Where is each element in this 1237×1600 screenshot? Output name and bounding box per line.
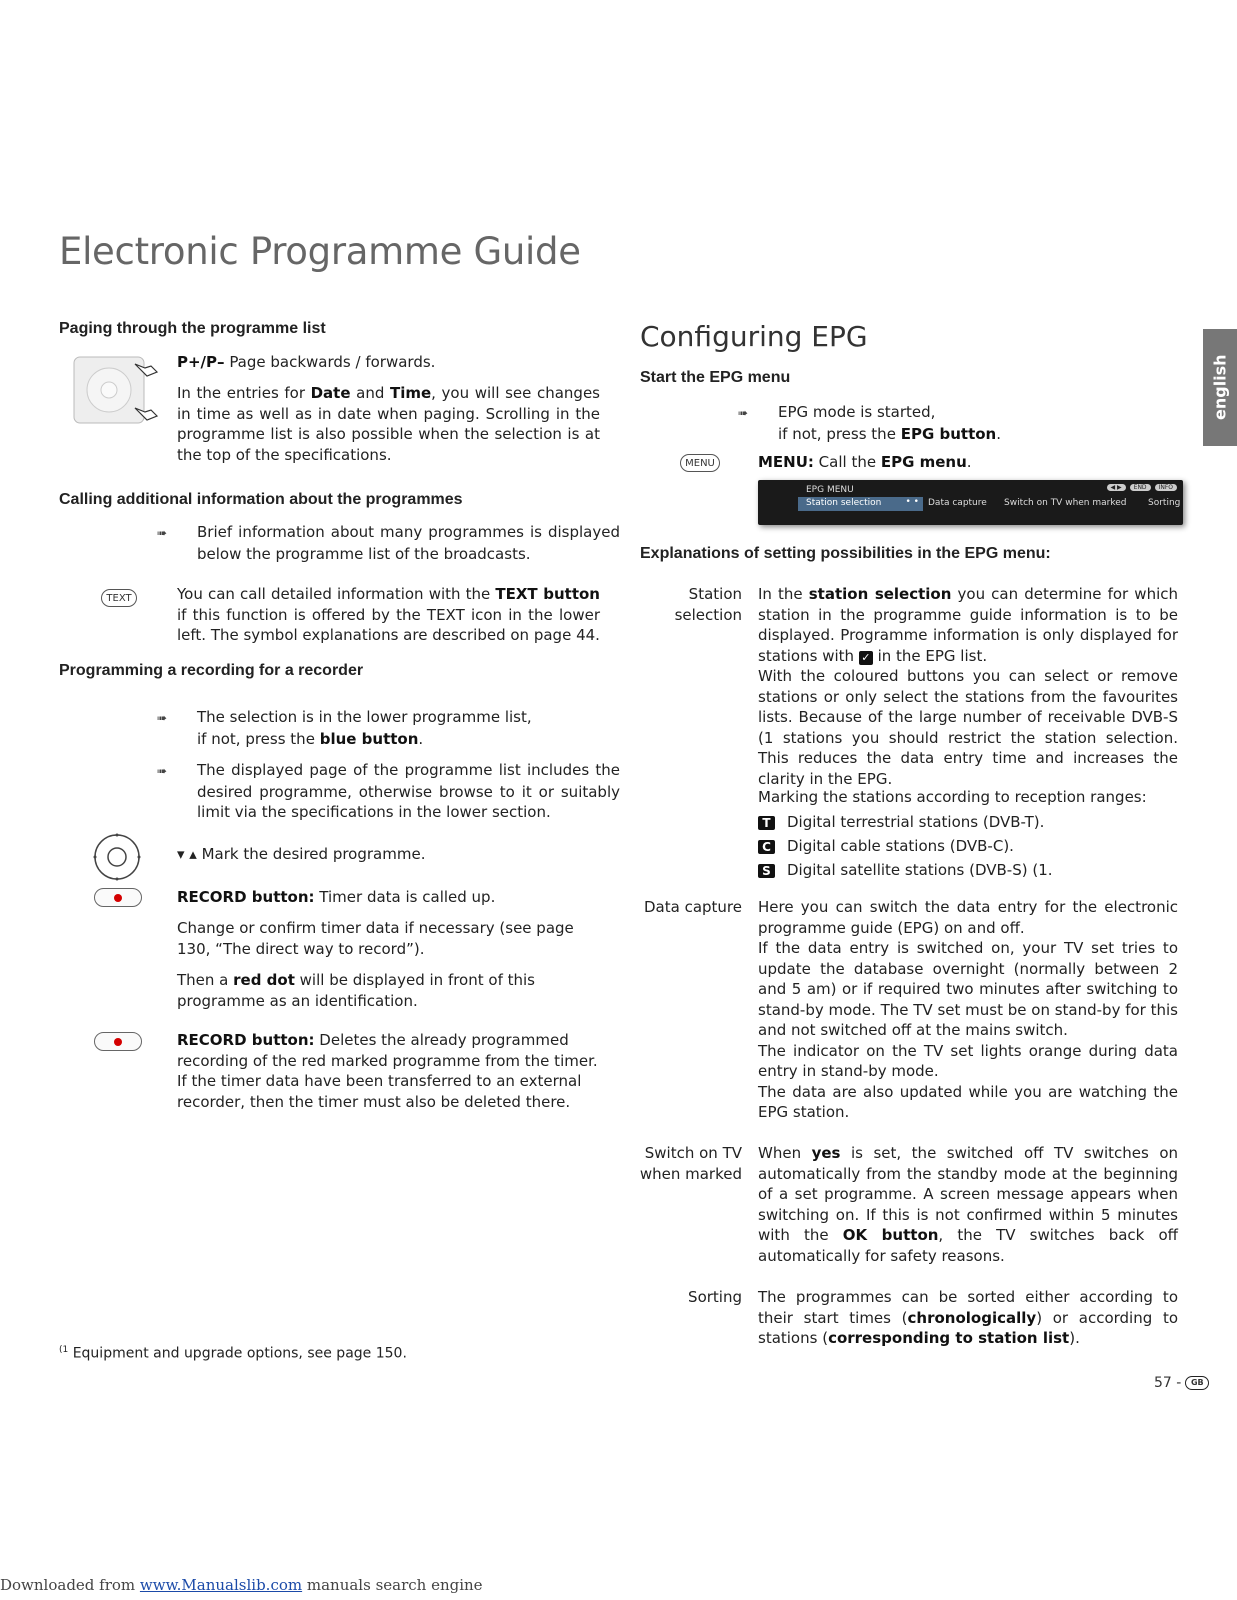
page-number: 57 - GB — [1154, 1375, 1209, 1391]
manualslib-link[interactable]: www.Manualslib.com — [139, 1576, 303, 1594]
epg-info-button: INFO — [1155, 484, 1177, 491]
paragraph-change-timer: Change or confirm timer data if necessary (see page 130, “The direct way to record”). — [177, 919, 574, 958]
section-heading-start-epg: Start the EPG menu — [640, 369, 791, 386]
epg-item-indicator: • • — [905, 497, 919, 507]
paragraph-switch-on-tv: When yes is set, the switched off TV switches on automatically from the standby mode at the beginning of a set programme. A screen message appears when switching on. If this is not confirmed within 5 minutes with the OK button, the TV switches back off automatically for safety reasons. — [758, 1144, 1179, 1265]
paragraph-reception-marks: Marking the stations according to reception ranges: — [758, 788, 1147, 806]
paragraph-data-capture: Here you can switch the data entry for the electronic programme guide (EPG) on and off. If the data entry is switched on, your TV set tries to update the database overnight (normally between 2 and 5 am) or if required two minutes after switching to stand-by mode. The TV set must be on stand-by for this and not switched off at the mains switch. The indicator on the TV set lights orange during data entry in stand-by mode. The data are also updated while you are watching the EPG station. — [758, 898, 1178, 1121]
arrow-note-displayed-page: ➠ The displayed page of the programme list includes the desired programme, otherwise browse to it or suitably limit via the specifications in the lower section. — [157, 761, 620, 821]
mark-satellite: S Digital satellite stations (DVB-S) (1. — [758, 860, 1178, 881]
epg-top-buttons — [1107, 484, 1177, 491]
epg-item-sorting[interactable]: Sorting — [1148, 498, 1181, 508]
arrow-icon: ➠ — [738, 406, 749, 420]
epg-nav-button: ◀ ▶ — [1107, 484, 1126, 491]
paragraph-record-1: RECORD button: Timer data is called up. — [177, 888, 496, 906]
arrow-icon: ➠ — [157, 764, 168, 778]
epg-item-switch-on-tv[interactable]: Switch on TV when marked — [1004, 498, 1127, 508]
arrow-icon: ➠ — [157, 526, 168, 540]
label-sorting: Sorting — [688, 1288, 742, 1306]
paragraph-station-selection: In the station selection you can determine for which station in the programme guide information is to be displayed. Programme information is only displayed for stations with ✓ in the EPG list. With the coloured buttons you can select or remove stations or only select the stations from the favourites lists. Because of the large number of receivable DVB-S (1 stations you should restrict the station selection. This reduces the data entry time and increases the clarity in the EPG. — [758, 585, 1178, 788]
section-heading-paging: Paging through the programme list — [59, 320, 326, 337]
paragraph-page-buttons: P+/P– Page backwards / forwards. — [177, 353, 436, 371]
paragraph-text-button: You can call detailed information with the TEXT button if this function is offered by the TEXT icon in the lower left. The symbol explanations are described on page 44. — [177, 585, 600, 644]
paragraph-menu: MENU: Call the EPG menu. — [758, 453, 972, 471]
navigation-pad-icon — [91, 832, 147, 882]
record-button-icon — [94, 1032, 142, 1051]
mark-programme-text: ▾ ▴ Mark the desired programme. — [177, 845, 426, 863]
epg-item-station-selection[interactable]: Station selection • • — [798, 497, 923, 511]
menu-button-icon: MENU — [680, 454, 720, 472]
section-heading-additional-info: Calling additional information about the programmes — [59, 491, 463, 508]
section-heading-explanations: Explanations of setting possibilities in the EPG menu: — [640, 545, 1051, 562]
checkbox-icon: ✓ — [859, 651, 873, 665]
section-heading-recording: Programming a recording for a recorder — [59, 662, 364, 679]
section-title-configuring-epg: Configuring EPG — [640, 320, 868, 353]
cable-icon: C — [758, 840, 775, 854]
label-station-selection: Station selection — [674, 585, 742, 624]
label-data-capture: Data capture — [644, 898, 742, 916]
paragraph-paging-info: In the entries for Date and Time, you will see changes in time as well as in date when paging. Scrolling in the programme list is also possible when the selection is at the top of the specifications. — [177, 384, 600, 464]
record-button-icon — [94, 888, 142, 907]
language-tab: english — [1203, 329, 1237, 446]
satellite-icon: S — [758, 864, 775, 878]
label-switch-on-tv: Switch on TV when marked — [639, 1144, 742, 1183]
arrow-note-selection: ➠ The selection is in the lower programme list, if not, press the blue button. — [157, 708, 532, 748]
mark-terrestrial: T Digital terrestrial stations (DVB-T). — [758, 812, 1178, 833]
epg-menu-screenshot — [758, 480, 1183, 525]
page-title: Electronic Programme Guide — [59, 230, 581, 273]
epg-item-data-capture[interactable]: Data capture — [928, 498, 987, 508]
paragraph-sorting: The programmes can be sorted either according to their start times (chronologically) or according to stations (corresponding to station list). — [758, 1288, 1178, 1347]
epg-end-button: END — [1130, 484, 1151, 491]
epg-menu-title: EPG MENU — [806, 485, 854, 495]
terrestrial-icon: T — [758, 816, 775, 830]
remote-control-icon — [73, 356, 161, 424]
arrow-note-epg-started: ➠ EPG mode is started, if not, press the EPG button. — [738, 403, 1001, 443]
arrow-icon: ➠ — [157, 711, 168, 725]
gb-badge: GB — [1185, 1376, 1209, 1390]
paragraph-red-dot: Then a red dot will be displayed in front of this programme as an identification. — [177, 971, 535, 1010]
download-footer: Downloaded from www.Manualslib.com manuals search engine — [0, 1576, 483, 1594]
mark-cable: C Digital cable stations (DVB-C). — [758, 836, 1178, 857]
footnote: $^{(1}$ Equipment and upgrade options, see page 150. — [59, 1345, 407, 1362]
text-button-icon: TEXT — [101, 589, 137, 607]
paragraph-record-2: RECORD button: Deletes the already programmed recording of the red marked programme from the timer. If the timer data have been transferred to an external recorder, then the timer must also be deleted there. — [177, 1031, 598, 1111]
arrow-note-brief-info: ➠ Brief information about many programmes is displayed below the programme list of the broadcasts. — [157, 523, 620, 563]
